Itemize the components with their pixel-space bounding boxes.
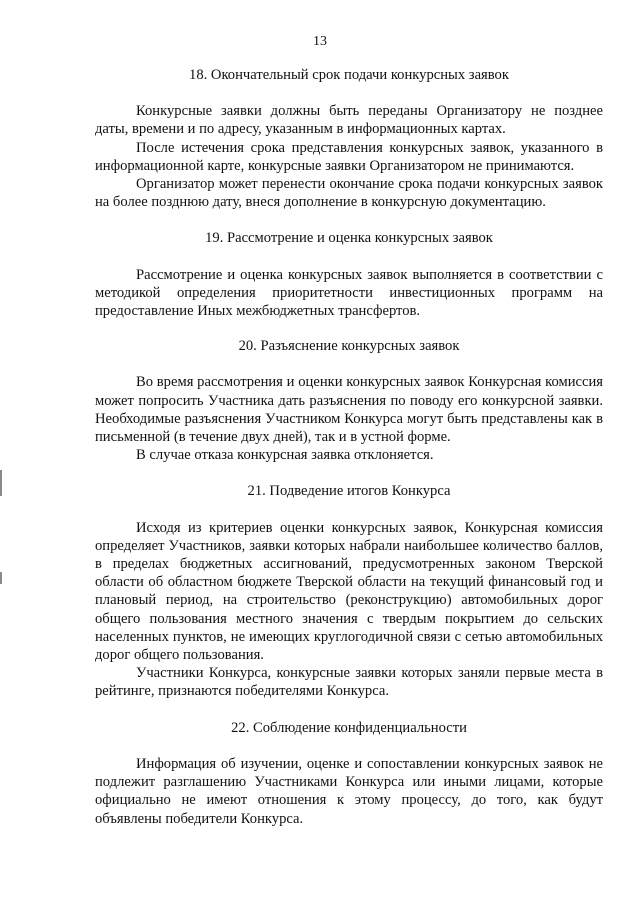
section-21 (95, 482, 603, 700)
paragraph: Исходя из критериев оценки конкурсных заявок, Конкурсная комиссия определяет Участников, заявки которых набрали наибольшее количество баллов, в пределах бюджетных ассигнований, предусмотренных законом Тверской области об областном бюджете Тверской области на текущий финансовый год и плановый период, на строительство (реконструкцию) автомобильных дорог общего пользования местного значения с твердым покрытием до сельских населенных пунктов, не имеющих круглогодичной связи с сетью автомобильных дорог общего пользования. (95, 519, 603, 664)
paragraph: Конкурсные заявки должны быть переданы Организатору не позднее даты, времени и по адресу, указанным в информационных картах. (95, 103, 603, 138)
paragraph: Рассмотрение и оценка конкурсных заявок выполняется в соответствии с методикой определения приоритетности инвестиционных программ на предоставление Иных межбюджетных трансфертов. (95, 266, 603, 320)
section-22 (95, 719, 603, 828)
paragraph: Информация об изучении, оценке и сопоставлении конкурсных заявок не подлежит разглашению Участниками Конкурса или иными лицами, которые официально не имеют отношения к этому процессу, до того, как будут объявлены победители Конкурса. (95, 755, 603, 827)
section-heading: 20. Разъяснение конкурсных заявок (238, 338, 460, 355)
section-20 (95, 337, 603, 464)
paragraph: После истечения срока представления конкурсных заявок, указанного в информационной карте, конкурсные заявки Организатором не принимаются. (95, 139, 603, 174)
section-heading: 18. Окончательный срок подачи конкурсных заявок (189, 67, 509, 83)
section-heading: 19. Рассмотрение и оценка конкурсных заявок (205, 230, 493, 247)
paragraph: Во время рассмотрения и оценки конкурсных заявок Конкурсная комиссия может попросить Участника дать разъяснения по поводу его конкурсной заявки. Необходимые разъяснения Участником Конкурса могут быть представлены как в письменной (в течение двух дней), так и в устной форме. (95, 374, 603, 446)
section-18 (95, 66, 603, 211)
document-body (95, 66, 603, 828)
section-heading: 21. Подведение итогов Конкурса (247, 483, 451, 500)
page-number: 13 (313, 34, 327, 49)
section-19 (95, 229, 603, 320)
paragraph: В случае отказа конкурсная заявка отклоняется. (136, 447, 434, 464)
paragraph: Участники Конкурса, конкурсные заявки которых заняли первые места в рейтинге, признаются победителями Конкурса. (95, 665, 603, 700)
section-heading: 22. Соблюдение конфиденциальности (231, 719, 467, 736)
paragraph: Организатор может перенести окончание срока подачи конкурсных заявок на более позднюю дату, внеся дополнение в конкурсную документацию. (95, 176, 603, 211)
scan-edge-mark (0, 572, 2, 584)
scan-edge-mark (0, 470, 2, 496)
